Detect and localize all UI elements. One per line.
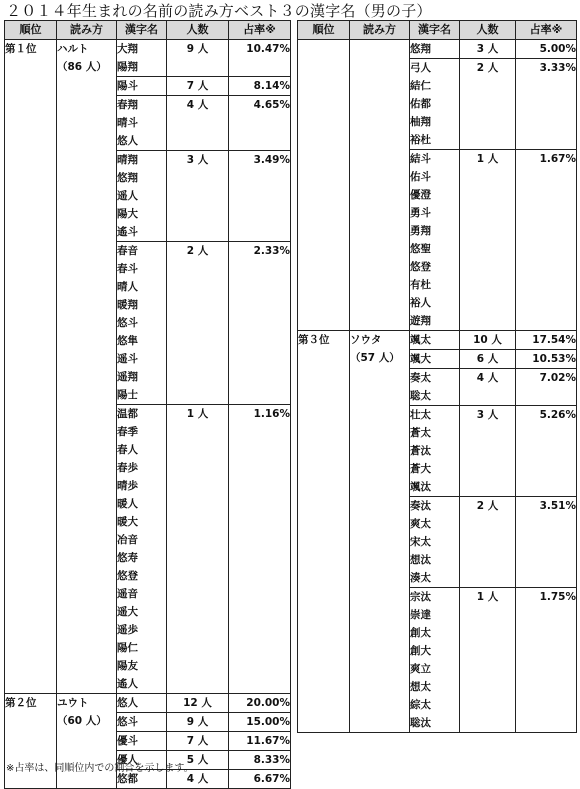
- people-lines: [460, 150, 515, 168]
- people-lines: [167, 405, 228, 423]
- rate-value: 4.65%: [253, 99, 290, 111]
- rate-value: 2.33%: [253, 245, 290, 257]
- kanji-name: 蒼大: [410, 463, 431, 475]
- people-cell: [167, 242, 229, 405]
- rate-lines: [516, 588, 576, 606]
- people-cell: [167, 96, 229, 151]
- kanji-list: [117, 40, 166, 76]
- kanji-name: 爽太: [410, 518, 431, 530]
- rate-value: 3.49%: [253, 154, 290, 166]
- people-count: 7 人: [186, 735, 209, 747]
- kanji-name: 陽大: [117, 208, 138, 220]
- rate-cell: [516, 406, 577, 497]
- kanji-name: 春季: [117, 426, 138, 438]
- kanji-name: 聡汰: [410, 717, 431, 729]
- reading-cell: [350, 40, 410, 331]
- people-cell: [167, 77, 229, 96]
- kanji-name: 春音: [117, 245, 138, 257]
- kanji-name: 蒼太: [410, 427, 431, 439]
- rate-value: 1.75%: [539, 591, 576, 603]
- table-row: [5, 694, 291, 713]
- kanji-name: 春翔: [117, 99, 138, 111]
- rate-cell: [516, 497, 577, 588]
- kanji-name: 宗汰: [410, 591, 431, 603]
- header-people: 人数: [460, 21, 516, 40]
- reading-total: [350, 58, 409, 76]
- rate-cell: [516, 59, 577, 150]
- kanji-cell: [410, 331, 460, 350]
- page-title: ２０１４年生まれの名前の読み方ベスト３の漢字名（男の子）: [6, 2, 432, 20]
- kanji-name: 悠隼: [117, 335, 138, 347]
- kanji-name: 悠斗: [117, 317, 138, 329]
- people-count: 1 人: [476, 153, 499, 165]
- rate-cell: [229, 405, 291, 694]
- kanji-name: 奏汰: [410, 500, 431, 512]
- rate-cell: [516, 369, 577, 406]
- kanji-list: [117, 96, 166, 150]
- people-cell: [167, 151, 229, 242]
- people-cell: [460, 331, 516, 350]
- kanji-name: 颯大: [410, 353, 431, 365]
- kanji-name: 優斗: [117, 735, 138, 747]
- reading-lines: [57, 40, 116, 76]
- kanji-name: 想太: [410, 681, 431, 693]
- kanji-name: 陽翔: [117, 61, 138, 73]
- kanji-name: 遥大: [117, 606, 138, 618]
- kanji-name: 悠人: [117, 135, 138, 147]
- header-row: [298, 21, 577, 40]
- kanji-name: 柚翔: [410, 116, 431, 128]
- people-count: 3 人: [476, 409, 499, 421]
- people-lines: [167, 77, 228, 95]
- kanji-name: 悠登: [117, 570, 138, 582]
- kanji-cell: [117, 694, 167, 713]
- kanji-name: 遥人: [117, 190, 138, 202]
- kanji-cell: [117, 40, 167, 77]
- header-kanji: 漢字名: [117, 21, 167, 40]
- people-cell: [460, 59, 516, 150]
- kanji-name: 裕人: [410, 297, 431, 309]
- people-cell: [460, 369, 516, 406]
- kanji-list: [117, 151, 166, 241]
- kanji-name: 勇翔: [410, 225, 431, 237]
- people-lines: [460, 350, 515, 368]
- people-count: 1 人: [476, 591, 499, 603]
- people-count: 4 人: [476, 372, 499, 384]
- kanji-name: 悠聖: [410, 243, 431, 255]
- rate-lines: [516, 59, 576, 77]
- people-count: 2 人: [476, 62, 499, 74]
- kanji-name: 陽仁: [117, 642, 138, 654]
- kanji-name: 奏太: [410, 372, 431, 384]
- kanji-list: [117, 694, 166, 712]
- reading-cell: [350, 331, 410, 733]
- rate-cell: [229, 40, 291, 77]
- kanji-name: 春斗: [117, 263, 138, 275]
- rate-value: 10.53%: [532, 353, 576, 365]
- kanji-cell: [117, 732, 167, 751]
- kanji-name: 佑斗: [410, 171, 431, 183]
- people-count: 6 人: [476, 353, 499, 365]
- people-lines: [460, 59, 515, 77]
- reading-label: ハルト: [57, 43, 89, 55]
- rate-lines: [229, 751, 290, 769]
- rate-value: 8.33%: [253, 754, 290, 766]
- reading-lines: [350, 331, 409, 367]
- kanji-cell: [410, 588, 460, 733]
- kanji-name: 優澄: [410, 189, 431, 201]
- kanji-cell: [117, 96, 167, 151]
- kanji-name: 蒼汰: [410, 445, 431, 457]
- kanji-cell: [410, 406, 460, 497]
- rank-label: [298, 40, 349, 58]
- people-cell: [460, 350, 516, 369]
- kanji-name: 綜太: [410, 699, 431, 711]
- kanji-cell: [117, 151, 167, 242]
- kanji-name: 結仁: [410, 80, 431, 92]
- people-lines: [460, 406, 515, 424]
- people-cell: [167, 694, 229, 713]
- kanji-cell: [410, 40, 460, 59]
- kanji-name: 冶音: [117, 534, 138, 546]
- rate-cell: [229, 96, 291, 151]
- rate-cell: [516, 588, 577, 733]
- kanji-name: 暖人: [117, 498, 138, 510]
- rank-label: 第３位: [298, 334, 330, 346]
- people-cell: [167, 732, 229, 751]
- kanji-cell: [117, 77, 167, 96]
- header-reading: 読み方: [350, 21, 410, 40]
- rate-lines: [229, 151, 290, 169]
- people-cell: [167, 713, 229, 732]
- rank-lines: [298, 40, 349, 58]
- people-lines: [460, 588, 515, 606]
- header-rank: 順位: [298, 21, 350, 40]
- kanji-name: 悠翔: [117, 172, 138, 184]
- rate-cell: [229, 694, 291, 713]
- kanji-name: 悠翔: [410, 43, 431, 55]
- rate-lines: [229, 96, 290, 114]
- kanji-list: [410, 497, 459, 587]
- kanji-name: 佑都: [410, 98, 431, 110]
- kanji-list: [117, 713, 166, 731]
- people-count: 10 人: [473, 334, 502, 346]
- rate-cell: [229, 151, 291, 242]
- people-count: 2 人: [476, 500, 499, 512]
- kanji-name: 陽士: [117, 389, 138, 401]
- people-lines: [167, 96, 228, 114]
- kanji-list: [117, 77, 166, 95]
- kanji-cell: [410, 497, 460, 588]
- header-people: 人数: [167, 21, 229, 40]
- kanji-list: [410, 331, 459, 349]
- rank-lines: [298, 331, 349, 349]
- rate-value: 8.14%: [253, 80, 290, 92]
- rate-lines: [229, 242, 290, 260]
- rate-cell: [516, 150, 577, 331]
- kanji-cell: [410, 59, 460, 150]
- rate-lines: [516, 150, 576, 168]
- people-cell: [460, 40, 516, 59]
- kanji-name: 爽立: [410, 663, 431, 675]
- people-count: 1 人: [186, 408, 209, 420]
- people-lines: [167, 242, 228, 260]
- reading-cell: [57, 40, 117, 694]
- rate-value: 1.67%: [539, 153, 576, 165]
- kanji-name: 晴人: [117, 281, 138, 293]
- kanji-name: 温都: [117, 408, 138, 420]
- kanji-name: 悠人: [117, 697, 138, 709]
- header-row: [5, 21, 291, 40]
- kanji-name: 颯汰: [410, 481, 431, 493]
- rank-label: 第１位: [5, 43, 37, 55]
- reading-total: （86 人）: [57, 61, 107, 73]
- people-lines: [167, 40, 228, 58]
- people-lines: [167, 151, 228, 169]
- rate-value: 6.67%: [253, 773, 290, 785]
- header-rate: 占率※: [229, 21, 291, 40]
- people-cell: [167, 40, 229, 77]
- rate-value: 17.54%: [532, 334, 576, 346]
- rate-cell: [229, 770, 291, 789]
- kanji-cell: [117, 242, 167, 405]
- kanji-list: [410, 350, 459, 368]
- rate-value: 3.51%: [539, 500, 576, 512]
- kanji-name: 颯太: [410, 334, 431, 346]
- rank-lines: [5, 694, 56, 712]
- rate-value: 1.16%: [253, 408, 290, 420]
- kanji-name: 暖大: [117, 516, 138, 528]
- people-count: 2 人: [186, 245, 209, 257]
- people-count: 9 人: [186, 716, 209, 728]
- rate-lines: [516, 497, 576, 515]
- rank-lines: [5, 40, 56, 58]
- kanji-name: 想汰: [410, 554, 431, 566]
- kanji-name: 悠寿: [117, 552, 138, 564]
- rate-value: 10.47%: [246, 43, 290, 55]
- header-rank: 順位: [5, 21, 57, 40]
- rate-cell: [229, 77, 291, 96]
- rate-cell: [516, 331, 577, 350]
- rate-lines: [516, 40, 576, 58]
- kanji-list: [117, 732, 166, 750]
- rate-value: 15.00%: [246, 716, 290, 728]
- kanji-name: 遥斗: [117, 353, 138, 365]
- people-cell: [460, 497, 516, 588]
- rate-value: 7.02%: [539, 372, 576, 384]
- kanji-name: 大翔: [117, 43, 138, 55]
- kanji-list: [410, 40, 459, 58]
- kanji-name: 創太: [410, 627, 431, 639]
- people-lines: [460, 497, 515, 515]
- kanji-cell: [410, 350, 460, 369]
- kanji-list: [117, 405, 166, 693]
- kanji-name: 春人: [117, 444, 138, 456]
- kanji-cell: [117, 713, 167, 732]
- people-count: 4 人: [186, 99, 209, 111]
- reading-total: （60 人）: [57, 715, 107, 727]
- header-rate: 占率※: [516, 21, 577, 40]
- rate-value: 3.33%: [539, 62, 576, 74]
- kanji-list: [410, 406, 459, 496]
- kanji-cell: [410, 369, 460, 406]
- kanji-name: 結斗: [410, 153, 431, 165]
- kanji-name: 宋太: [410, 536, 431, 548]
- rank-cell: [298, 331, 350, 733]
- kanji-name: 晴歩: [117, 480, 138, 492]
- people-lines: [167, 732, 228, 750]
- rate-lines: [516, 369, 576, 387]
- kanji-name: 春歩: [117, 462, 138, 474]
- kanji-name: 遥音: [117, 588, 138, 600]
- kanji-name: 遊翔: [410, 315, 431, 327]
- kanji-name: 崇達: [410, 609, 431, 621]
- kanji-list: [410, 150, 459, 330]
- kanji-name: 悠登: [410, 261, 431, 273]
- kanji-name: 陽斗: [117, 80, 138, 92]
- rate-value: 5.26%: [539, 409, 576, 421]
- rank-cell: [298, 40, 350, 331]
- rate-lines: [229, 40, 290, 58]
- kanji-name: 裕杜: [410, 134, 431, 146]
- kanji-cell: [410, 150, 460, 331]
- kanji-name: 創大: [410, 645, 431, 657]
- people-cell: [460, 150, 516, 331]
- kanji-list: [410, 59, 459, 149]
- kanji-name: 晴斗: [117, 117, 138, 129]
- reading-lines: [57, 694, 116, 730]
- kanji-list: [410, 588, 459, 732]
- rate-cell: [229, 732, 291, 751]
- people-count: 9 人: [186, 43, 209, 55]
- kanji-name: 聡太: [410, 390, 431, 402]
- kanji-name: 壮太: [410, 409, 431, 421]
- people-count: 7 人: [186, 80, 209, 92]
- kanji-name: 遙人: [117, 678, 138, 690]
- people-lines: [167, 694, 228, 712]
- reading-lines: [350, 40, 409, 76]
- rate-lines: [229, 732, 290, 750]
- people-cell: [167, 405, 229, 694]
- kanji-list: [410, 369, 459, 405]
- people-cell: [460, 406, 516, 497]
- rate-lines: [516, 406, 576, 424]
- rate-lines: [229, 713, 290, 731]
- kanji-name: 遥歩: [117, 624, 138, 636]
- kanji-name: 遙斗: [117, 226, 138, 238]
- rate-cell: [516, 40, 577, 59]
- rate-lines: [229, 694, 290, 712]
- rate-lines: [516, 331, 576, 349]
- kanji-name: 湊太: [410, 572, 431, 584]
- table-row: [298, 40, 577, 59]
- table-row: [298, 331, 577, 350]
- rate-value: 20.00%: [246, 697, 290, 709]
- kanji-name: 遥翔: [117, 371, 138, 383]
- reading-total: （57 人）: [350, 352, 400, 364]
- rate-value: 11.67%: [246, 735, 290, 747]
- ranking-table-right: [297, 20, 577, 733]
- header-reading: 読み方: [57, 21, 117, 40]
- people-count: 3 人: [186, 154, 209, 166]
- people-count: 3 人: [476, 43, 499, 55]
- rank-label: 第２位: [5, 697, 37, 709]
- rate-lines: [229, 405, 290, 423]
- rate-cell: [229, 751, 291, 770]
- rate-lines: [229, 77, 290, 95]
- rate-cell: [229, 713, 291, 732]
- people-cell: [460, 588, 516, 733]
- reading-label: ユウト: [57, 697, 89, 709]
- reading-label: ソウタ: [350, 334, 382, 346]
- people-count: 12 人: [183, 697, 212, 709]
- kanji-name: 有杜: [410, 279, 431, 291]
- rate-cell: [229, 242, 291, 405]
- people-count: 5 人: [186, 754, 209, 766]
- footnote: ※占率は、同順位内での割合を示します。: [6, 763, 194, 774]
- people-lines: [460, 40, 515, 58]
- people-count: 4 人: [186, 773, 209, 785]
- rate-lines: [229, 770, 290, 788]
- rate-lines: [516, 350, 576, 368]
- kanji-list: [117, 242, 166, 404]
- rate-cell: [516, 350, 577, 369]
- kanji-cell: [117, 405, 167, 694]
- header-kanji: 漢字名: [410, 21, 460, 40]
- kanji-name: 晴翔: [117, 154, 138, 166]
- people-lines: [460, 331, 515, 349]
- people-lines: [460, 369, 515, 387]
- kanji-name: 暖翔: [117, 299, 138, 311]
- kanji-name: 悠都: [117, 773, 138, 785]
- reading-label: [350, 40, 409, 58]
- people-lines: [167, 713, 228, 731]
- rate-value: 5.00%: [539, 43, 576, 55]
- kanji-name: 陽友: [117, 660, 138, 672]
- kanji-name: 弓人: [410, 62, 431, 74]
- kanji-name: 優人: [117, 754, 138, 766]
- table-row: [5, 40, 291, 77]
- kanji-name: 悠斗: [117, 716, 138, 728]
- kanji-name: 勇斗: [410, 207, 431, 219]
- ranking-table-left: [4, 20, 291, 789]
- rank-cell: [5, 40, 57, 694]
